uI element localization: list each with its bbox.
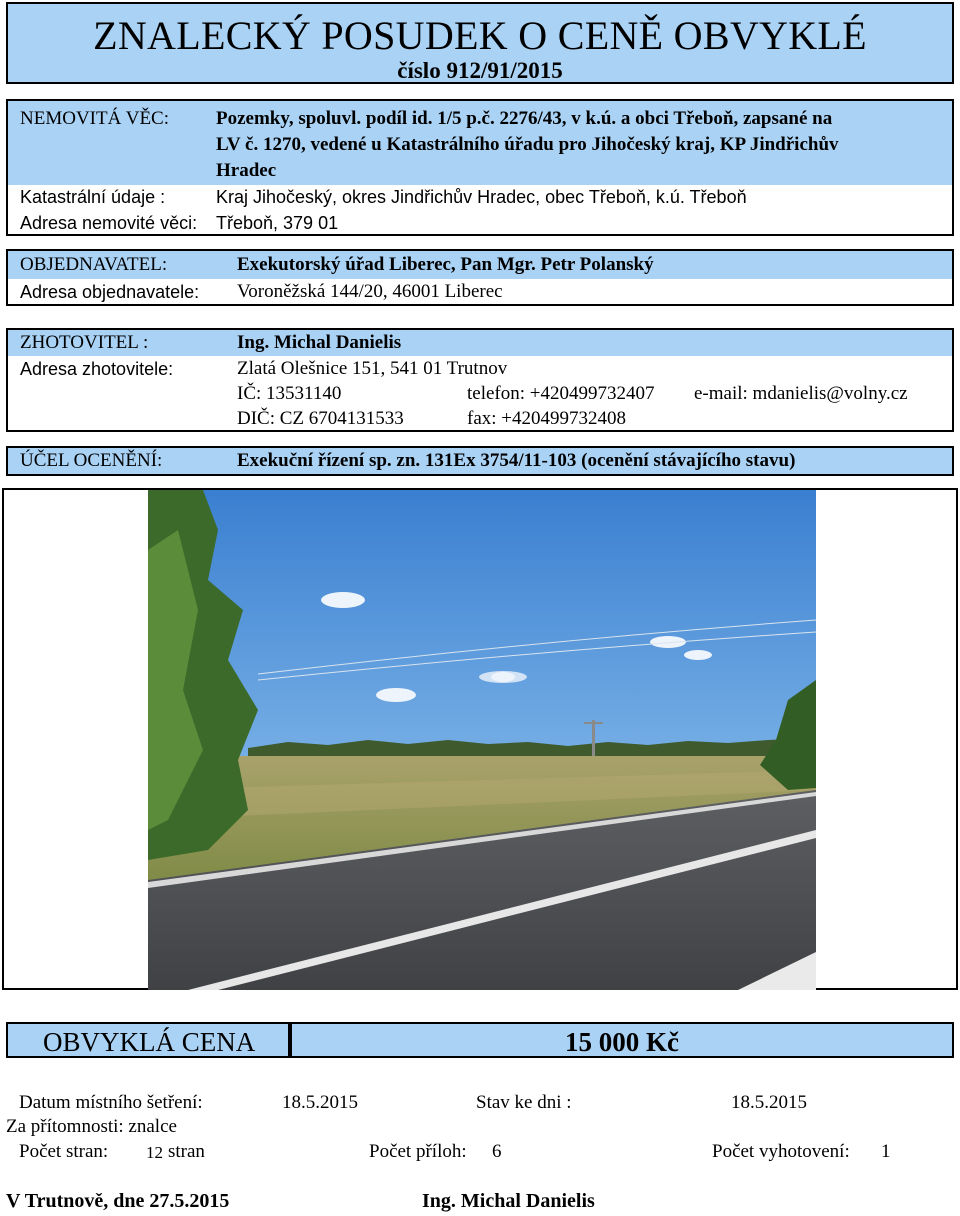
pages-value: 12 bbox=[146, 1143, 163, 1162]
property-label: NEMOVITÁ VĚC: bbox=[20, 108, 170, 129]
contractor-dic: DIČ: CZ 6704131533 bbox=[237, 408, 404, 429]
inspection-label: Datum místního šetření: bbox=[19, 1092, 203, 1113]
client-name: Exekutorský úřad Liberec, Pan Mgr. Petr Polanský bbox=[237, 254, 654, 275]
state-label: Stav ke dni : bbox=[476, 1092, 572, 1113]
purpose-section bbox=[6, 446, 954, 476]
title-box bbox=[6, 2, 954, 84]
document-title: ZNALECKÝ POSUDEK O CENĚ OBVYKLÉ bbox=[93, 13, 867, 58]
state-date: 18.5.2015 bbox=[731, 1092, 807, 1113]
property-photo bbox=[148, 490, 816, 990]
price-value: 15 000 Kč bbox=[565, 1027, 679, 1057]
price-value-box bbox=[290, 1022, 954, 1058]
property-photo-frame bbox=[2, 488, 958, 990]
pages-label: Počet stran: bbox=[19, 1141, 109, 1162]
copies-value: 1 bbox=[881, 1141, 891, 1162]
contractor-ic: IČ: 13531140 bbox=[237, 383, 342, 404]
purpose-value: Exekuční řízení sp. zn. 131Ex 3754/11-103 (ocenění stávajícího stavu) bbox=[237, 450, 796, 471]
property-address-value: Třeboň, 379 01 bbox=[216, 213, 339, 233]
contractor-section bbox=[6, 328, 954, 432]
document-number: číslo 912/91/2015 bbox=[397, 58, 563, 83]
property-line-2: LV č. 1270, vedené u Katastrálního úřadu pro Jihočeský kraj, KP Jindřichův bbox=[216, 134, 839, 155]
contractor-band bbox=[8, 330, 952, 356]
purpose-label: ÚČEL OCENĚNÍ: bbox=[20, 450, 163, 471]
annex-label: Počet příloh: bbox=[369, 1141, 467, 1162]
pages-unit: stran bbox=[168, 1141, 205, 1162]
contractor-phone: telefon: +420499732407 bbox=[467, 383, 655, 404]
contractor-fax: fax: +420499732408 bbox=[467, 408, 627, 429]
signature-name: Ing. Michal Danielis bbox=[422, 1190, 595, 1212]
contractor-label: ZHOTOVITEL : bbox=[20, 332, 149, 353]
contractor-name: Ing. Michal Danielis bbox=[237, 332, 402, 353]
annex-value: 6 bbox=[492, 1141, 502, 1162]
inspection-date: 18.5.2015 bbox=[282, 1092, 358, 1113]
contractor-address-label: Adresa zhotovitele: bbox=[20, 359, 174, 379]
cadastral-label: Katastrální údaje : bbox=[20, 187, 166, 207]
contractor-address-value: Zlatá Olešnice 151, 541 01 Trutnov bbox=[237, 358, 508, 379]
price-label: OBVYKLÁ CENA bbox=[43, 1027, 256, 1057]
place-date: V Trutnově, dne 27.5.2015 bbox=[6, 1190, 230, 1212]
client-label: OBJEDNAVATEL: bbox=[20, 254, 168, 275]
copies-label: Počet vyhotovení: bbox=[712, 1141, 850, 1162]
property-line-1: Pozemky, spoluvl. podíl id. 1/5 p.č. 2276/43, v k.ú. a obci Třeboň, zapsané na bbox=[216, 108, 833, 129]
client-section bbox=[6, 249, 954, 306]
client-address-value: Voroněžská 144/20, 46001 Liberec bbox=[237, 281, 503, 302]
property-address-label: Adresa nemovité věci: bbox=[20, 213, 198, 233]
client-address-label: Adresa objednavatele: bbox=[20, 282, 200, 302]
contractor-email: e-mail: mdanielis@volny.cz bbox=[694, 383, 908, 404]
property-line-3: Hradec bbox=[216, 160, 277, 181]
cadastral-value: Kraj Jihočeský, okres Jindřichův Hradec, obec Třeboň, k.ú. Třeboň bbox=[216, 187, 747, 207]
presence-note: Za přítomnosti: znalce bbox=[6, 1116, 177, 1137]
property-section bbox=[6, 99, 954, 236]
price-label-box bbox=[6, 1022, 290, 1058]
